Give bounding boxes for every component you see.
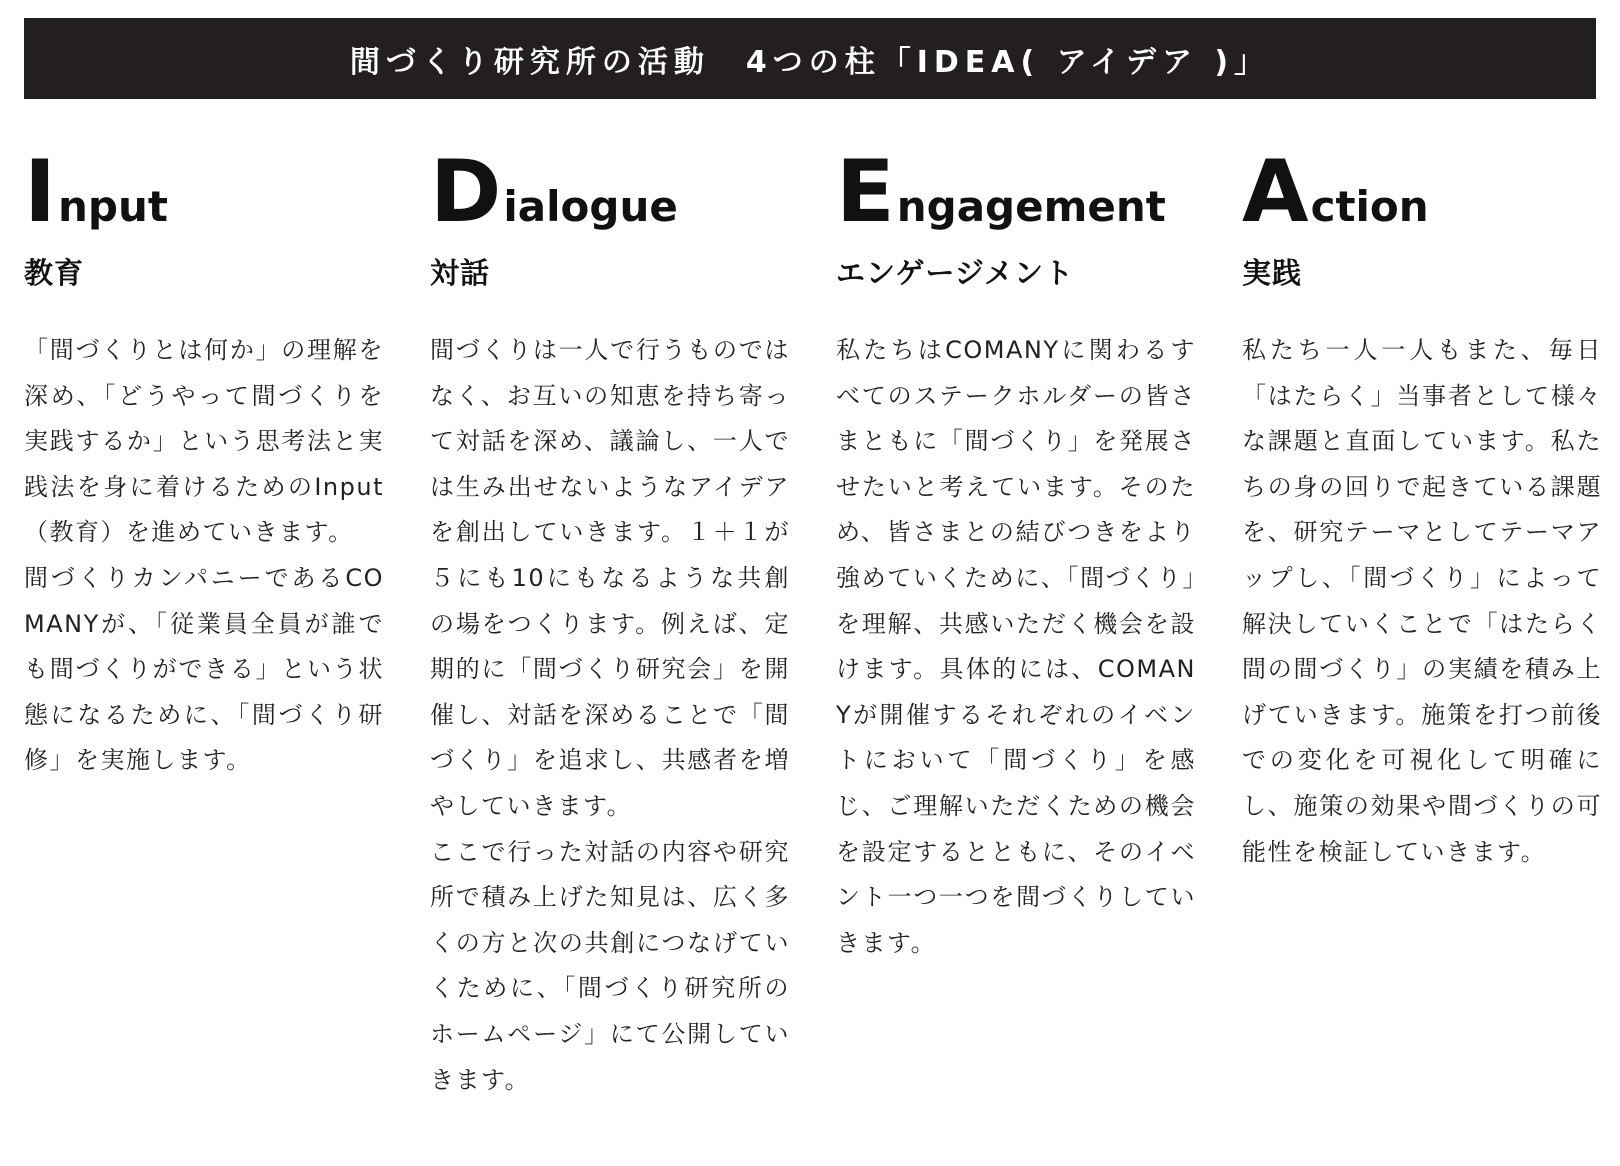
- page-title-banner: [24, 18, 1596, 99]
- pillar-paragraph: 間づくりは一人で行うものではなく、お互いの知恵を持ち寄って対話を深め、議論し、一人では生み出せないようなアイデアを創出していきます。１＋１が５にも10にもなるような共創の場をつくります。例えば、定期的に「間づくり研究会」を開催し、対話を深めることで「間づくり」を追求し、共感者を増やしていきます。: [430, 336, 790, 820]
- pillar-heading-rest: nput: [58, 182, 168, 231]
- pillar-input: [24, 142, 384, 784]
- pillar-engagement: [836, 142, 1196, 966]
- pillar-subtitle: 対話: [430, 256, 491, 290]
- pillar-initial-letter: A: [1242, 142, 1307, 242]
- pillar-initial-letter: E: [836, 142, 893, 242]
- pillar-description: [24, 328, 384, 784]
- pillar-subtitle: 実践: [1242, 256, 1303, 290]
- pillar-initial-letter: I: [24, 142, 54, 242]
- page-title: 間づくり研究所の活動 4つの柱「IDEA( アイデア )」: [349, 44, 1271, 80]
- pillar-description: [1242, 328, 1602, 875]
- pillar-heading-rest: ialogue: [503, 182, 678, 231]
- pillar-dialogue: [430, 142, 790, 1103]
- pillar-heading-rest: ngagement: [896, 182, 1166, 231]
- pillar-subtitle: エンゲージメント: [836, 256, 1074, 290]
- pillar-initial-letter: D: [430, 142, 500, 242]
- pillar-paragraph: 私たち一人一人もまた、毎日「はたらく」当事者として様々な課題と直面しています。私たちの身の回りで起きている課題を、研究テーマとしてテーマアップし、「間づくり」によって解決していくことで「はたらく間の間づくり」の実績を積み上げていきます。施策を打つ前後での変化を可視化して明確にし、施策の効果や間づくりの可能性を検証していきます。: [1242, 336, 1602, 866]
- pillar-heading: [836, 142, 1196, 242]
- pillar-action: [1242, 142, 1602, 875]
- pillar-heading-rest: ction: [1310, 182, 1429, 231]
- pillar-subtitle: 教育: [24, 256, 85, 290]
- pillar-paragraph: 「間づくりとは何か」の理解を深め、「どうやって間づくりを実践するか」という思考法と実践法を身に着けるためのInput（教育）を進めていきます。: [24, 336, 384, 547]
- pillar-heading: [430, 142, 790, 242]
- pillar-paragraph: ここで行った対話の内容や研究所で積み上げた知見は、広く多くの方と次の共創につなげていくために、「間づくり研究所のホームページ」にて公開していきます。: [430, 837, 790, 1094]
- pillar-paragraph: 間づくりカンパニーであるCOMANYが、「従業員全員が誰でも間づくりができる」という状態になるために、「間づくり研修」を実施します。: [24, 563, 384, 775]
- pillar-heading: [24, 142, 384, 242]
- pillar-paragraph: 私たちはCOMANYに関わるすべてのステークホルダーの皆さまともに「間づくり」を発展させたいと考えています。そのため、皆さまとの結びつきをより強めていくために、「間づくり」を理解、共感いただく機会を設けます。具体的には、COMANYが開催するそれぞれのイベントにおいて「間づくり」を感じ、ご理解いただくための機会を設定するとともに、そのイベント一つ一つを間づくりしていきます。: [836, 336, 1196, 957]
- pillar-description: [836, 328, 1196, 966]
- pillars-section: [24, 142, 1602, 1148]
- pillar-description: [430, 328, 790, 1103]
- pillar-heading: [1242, 142, 1602, 242]
